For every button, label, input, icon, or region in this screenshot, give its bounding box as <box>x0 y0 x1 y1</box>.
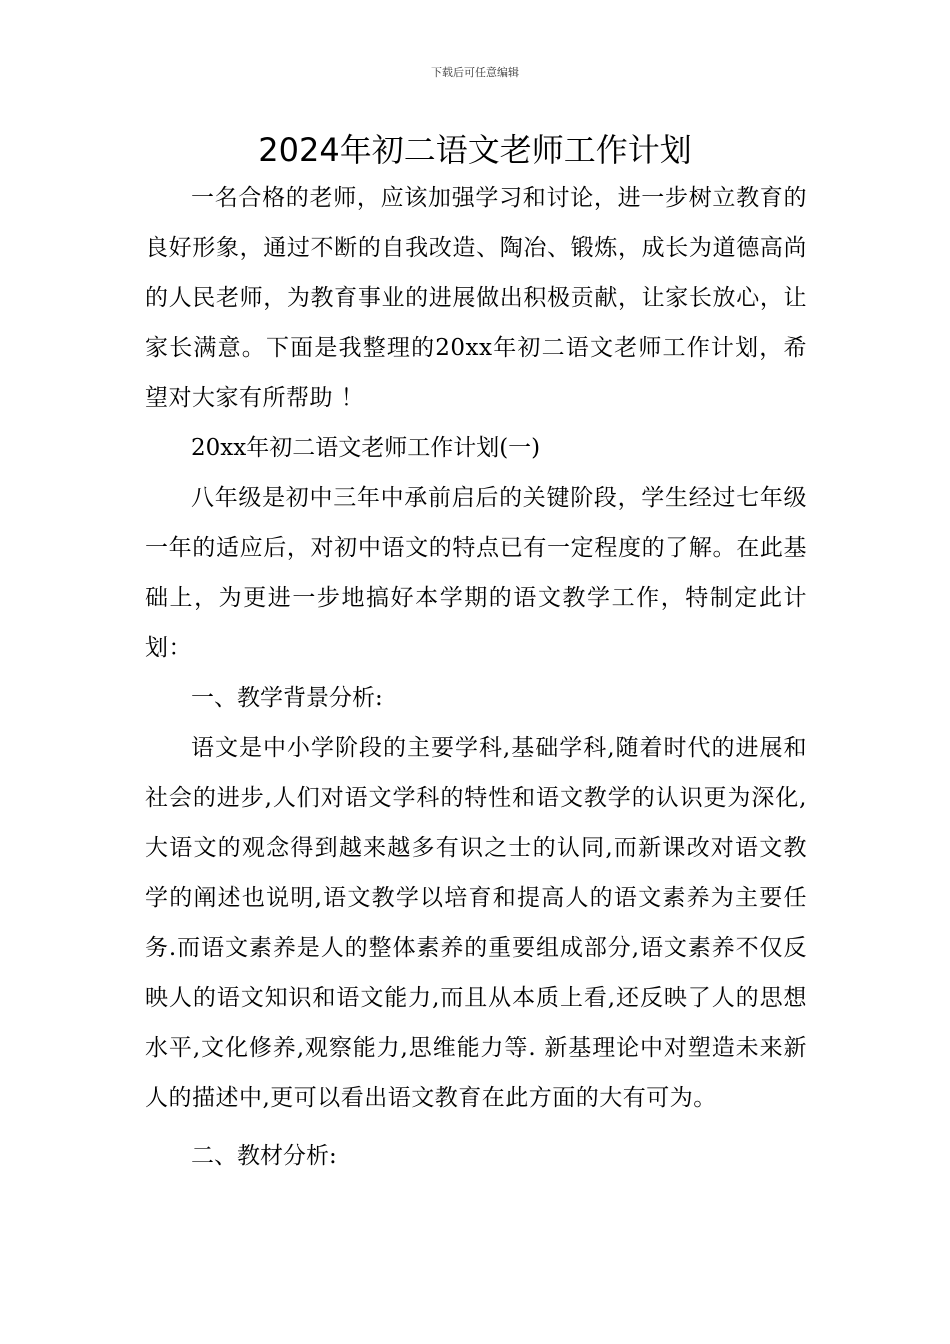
spacer <box>145 1123 807 1131</box>
header-note: 下载后可任意编辑 <box>431 66 519 79</box>
section-heading-textbook: 二、教材分析: <box>191 1143 337 1169</box>
document-body <box>145 173 807 1181</box>
paragraph-grade-eight: 八年级是初中三年中承前启后的关键阶段，学生经过七年级一年的适应后，对初中语文的特点已有一定程度的了解。在此基础上，为更进一步地搞好本学期的语文教学工作，特制定此计划： <box>145 485 807 661</box>
document-title: 2024年初二语文老师工作计划 <box>258 131 692 169</box>
intro-paragraph: 一名合格的老师，应该加强学习和讨论，进一步树立教育的良好形象，通过不断的自我改造、陶冶、锻炼，成长为道德高尚的人民老师，为教育事业的进展做出积极贡献，让家长放心，让家长满意。下面是我整理的20xx年初二语文老师工作计划，希望对大家有所帮助 ！ <box>145 185 807 411</box>
section-heading-background: 一、教学背景分析: <box>191 685 383 711</box>
paragraph-background: 语文是中小学阶段的主要学科,基础学科,随着时代的进展和社会的进步,人们对语文学科的特性和语文教学的认识更为深化,大语文的观念得到越来越多有识之士的认同,而新课改对语文教学的阐述也说明,语文教学以培育和提高人的语文素养为主要任务.而语文素养是人的整体素养的重要组成部分,语文素养不仅反映人的语文知识和语文能力,而且从本质上看,还反映了人的思想水平,文化修养,观察能力,思维能力等. 新基理论中对塑造未来新人的描述中,更可以看出语文教育在此方面的大有可为。 <box>145 735 807 1111</box>
plan-subtitle: 20xx年初二语文老师工作计划(一) <box>191 435 541 461</box>
